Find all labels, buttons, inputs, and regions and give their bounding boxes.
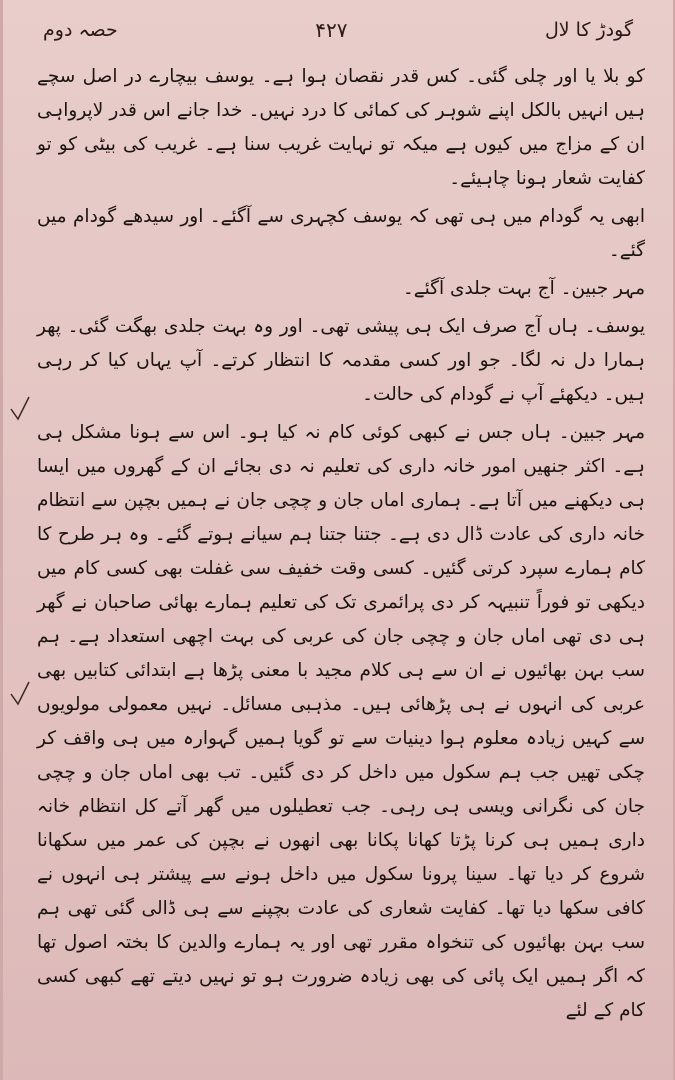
body-text (37, 60, 645, 1060)
book-title: گودڑ کا لال (544, 19, 633, 41)
page-number: ۴۲۷ (315, 18, 348, 42)
paragraph: یوسف۔ ہاں آج صرف ایک ہی پیشی تھی۔ اور وہ بہت جلدی بھگت گئی۔ پھر ہمارا دل نہ لگا۔ جو اور کسی مقدمہ کا انتظار کرتے۔ آپ یہاں کیا کر رہی ہیں۔ دیکھئے آپ نے گودام کی حالت۔ (37, 316, 645, 405)
paragraph: کو بلا یا اور چلی گئی۔ کس قدر نقصان ہوا ہے۔ یوسف بیچارے در اصل سچے ہیں انہیں بالکل اپنے شوہر کی کمائی کا درد نہیں۔ خدا جانے اس قدر لاپرواہی ان کے مزاج میں کیوں ہے میکہ تو نہایت غریب سنا ہے۔ غریب کی بیٹی کو تو کفایت شعار ہونا چاہیئے۔ (37, 66, 645, 189)
paragraph: مہر جبین۔ آج بہت جلدی آگئے۔ (402, 278, 645, 299)
paragraph: مہر جبین۔ ہاں جس نے کبھی کوئی کام نہ کیا ہو۔ اس سے ہونا مشکل ہی ہے۔ اکثر جنھیں امور خانہ داری کی تعلیم نہ دی بجائے ان کے گھروں میں ایسا ہی دیکھنے میں آتا ہے۔ ہماری اماں جان و چچی جان نے ہمیں بچپن سے انتظام خانہ داری کی عادت ڈال دی ہے۔ جتنا جتنا ہم سیانے ہوتے گئے۔ وہ ہر طرح کا کام ہمارے سپرد کرتی گئیں۔ کسی وقت خفیف سی غفلت بھی کسی کام میں دیکھی تو فوراً تنبیہہ کر دی پرائمری تک کی تعلیم ہمارے بھائی صاحبان نے گھر ہی دی تھی اماں جان و چچی جان کی عربی کی بہت اچھی استعداد ہے۔ ہم سب بہن بھائیوں نے ان سے ہی کلام مجید با معنی پڑھا ہے ابتدائی کتابیں بھی عربی کی انہوں نے ہی پڑھائی ہیں۔ مذہبی مسائل۔ نہیں معمولی مولویوں سے کہیں زیادہ معلوم ہوا دینیات سے تو گویا ہمیں گہوارہ میں ہی واقف کر چکی تھیں جب ہم سکول میں داخل کر دی گئیں۔ تب بھی اماں جان و چچی جان کی نگرانی ویسی ہی رہی۔ جب تعطیلوں میں گھر آتے کل انتظام خانہ داری ہمیں ہی کرنا پڑتا کھانا پکانا بھی انھوں نے بچپن کی عمر میں سکھانا شروع کر دیا تھا۔ سینا پرونا سکول میں داخل ہونے سے پیشتر ہی انہوں نے کافی سکھا دیا تھا۔ کفایت شعاری کی عادت بچپنے سے ہی ڈالی گئی تھی ہم سب بہن بھائیوں کی تنخواہ مقرر تھی اور یہ ہمارے والدین کا بختہ اصول تھا کہ اگر ہمیں ایک پائی کی بھی زیادہ ضرورت ہو تو نہیں دیتے تھے کبھی کسی کام کے لئے (37, 422, 645, 1021)
margin-tick-mark (9, 395, 31, 423)
page-header (43, 10, 633, 50)
paragraph: ابھی یہ گودام میں ہی تھی کہ یوسف کچہری سے آگئے۔ اور سیدھے گودام میں گئے۔ (37, 206, 645, 261)
margin-tick-mark (9, 680, 31, 708)
part-label: حصہ دوم (43, 19, 118, 41)
